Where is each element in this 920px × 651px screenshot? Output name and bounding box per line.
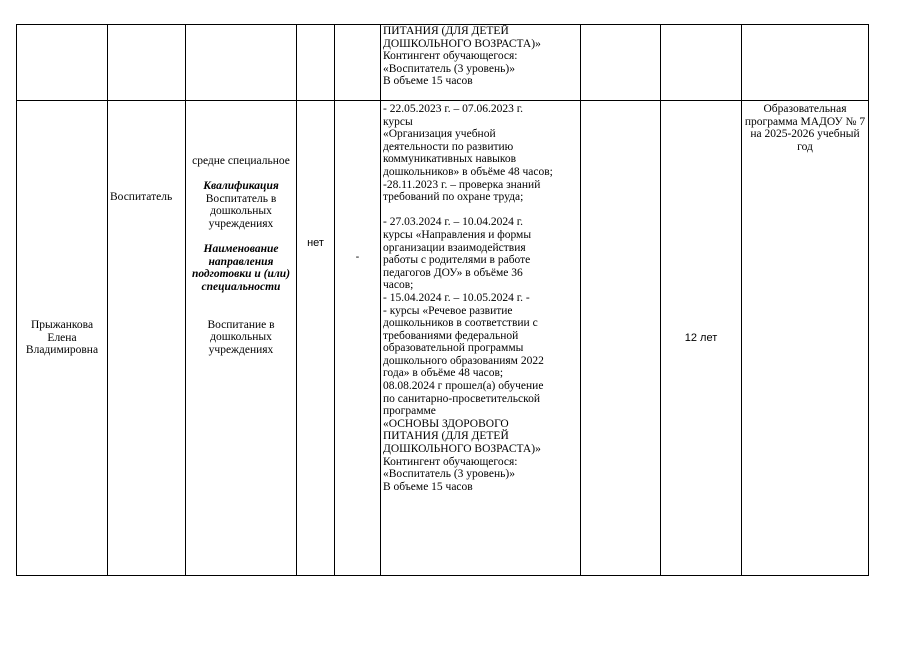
- qualification-value: Воспитатель в дошкольных учреждениях: [205, 192, 277, 230]
- course-line: дошкольников в соответствии с: [383, 317, 538, 330]
- course-line: деятельности по развитию: [383, 140, 514, 153]
- cell-empty: [108, 25, 186, 101]
- direction-value: Воспитание в дошкольных учреждениях: [207, 318, 275, 356]
- course-line: В объеме 15 часов: [383, 75, 473, 88]
- course-line: требований по охране труда;: [383, 191, 524, 204]
- cell-courses-continued: [381, 25, 581, 101]
- course-blank-line: [383, 204, 578, 217]
- course-line: - 27.03.2024 г. – 10.04.2024 г.: [383, 216, 524, 229]
- table-row-continuation: [17, 25, 869, 101]
- course-line: Контингент обучающегося:: [383, 455, 518, 468]
- course-line: ДОШКОЛЬНОГО ВОЗРАСТА)»: [383, 443, 541, 456]
- table-row-teacher: [17, 101, 869, 576]
- teacher-position: Воспитатель: [110, 191, 173, 203]
- course-line: -28.11.2023 г. – проверка знаний: [383, 178, 541, 191]
- cell-degree: [297, 101, 335, 576]
- cell-empty: [17, 25, 108, 101]
- course-line: дошкольного образованиям 2022: [383, 354, 544, 367]
- cell-program: [742, 101, 869, 576]
- course-line: - курсы «Речевое развитие: [383, 304, 513, 317]
- cell-empty: [297, 25, 335, 101]
- course-line: - 15.04.2024 г. – 10.05.2024 г. -: [383, 291, 530, 304]
- course-line: образовательной программы: [383, 342, 524, 355]
- cell-empty: [581, 25, 661, 101]
- course-line: ПИТАНИЯ (ДЛЯ ДЕТЕЙ: [383, 430, 509, 443]
- cell-empty: [661, 25, 742, 101]
- course-line: года» в объёме 48 часов;: [383, 367, 504, 380]
- cell-empty: [742, 25, 869, 101]
- qualification-heading: Квалификация: [203, 180, 279, 193]
- academic-degree: нет: [307, 237, 324, 249]
- course-line: «Воспитатель (3 уровень)»: [383, 62, 515, 75]
- cell-title: [335, 101, 381, 576]
- work-experience: 12 лет: [684, 331, 718, 344]
- course-line: педагогов ДОУ» в объёме 36: [383, 266, 523, 279]
- course-line: В объеме 15 часов: [383, 480, 473, 493]
- course-line: - 22.05.2023 г. – 07.06.2023 г.: [383, 103, 524, 115]
- course-line: «Воспитатель (3 уровень)»: [383, 468, 515, 481]
- cell-position: [108, 101, 186, 576]
- course-line: работы с родителями в работе: [383, 254, 531, 267]
- course-line: 08.08.2024 г прошел(а) обучение: [383, 380, 544, 393]
- course-line: Контингент обучающегося:: [383, 50, 518, 63]
- staff-table: [16, 24, 869, 576]
- education-level: средне специальное: [192, 155, 290, 167]
- teacher-name: Прыжанкова Елена Владимировна: [25, 319, 99, 357]
- course-line: требованиями федеральной: [383, 329, 519, 342]
- academic-title: -: [355, 251, 360, 263]
- cell-empty: [335, 25, 381, 101]
- course-line: дошкольников» в объёме 48 часов;: [383, 165, 553, 178]
- direction-heading: Наименование направления подготовки и (или) специальности: [191, 243, 291, 293]
- cell-courses: [381, 101, 581, 576]
- course-line: «ОСНОВЫ ЗДОРОВОГО: [383, 417, 509, 430]
- course-line: ПИТАНИЯ (ДЛЯ ДЕТЕЙ: [383, 25, 509, 37]
- course-line: ДОШКОЛЬНОГО ВОЗРАСТА)»: [383, 37, 541, 50]
- course-line: программе: [383, 405, 436, 418]
- cell-empty: [186, 25, 297, 101]
- educational-program: Образовательная программа МАДОУ № 7 на 2025-2026 учебный год: [744, 103, 866, 153]
- cell-education: [186, 101, 297, 576]
- course-line: курсы «Направления и формы: [383, 228, 532, 241]
- course-line: по санитарно-просветительской: [383, 392, 541, 405]
- course-line: организации взаимодействия: [383, 241, 526, 254]
- course-line: курсы: [383, 115, 413, 128]
- cell-experience: [661, 101, 742, 576]
- course-line: «Организация учебной: [383, 128, 496, 141]
- cell-teacher-name: [17, 101, 108, 576]
- course-line: часов;: [383, 279, 414, 292]
- course-line: коммуникативных навыков: [383, 153, 517, 166]
- cell-empty: [581, 101, 661, 576]
